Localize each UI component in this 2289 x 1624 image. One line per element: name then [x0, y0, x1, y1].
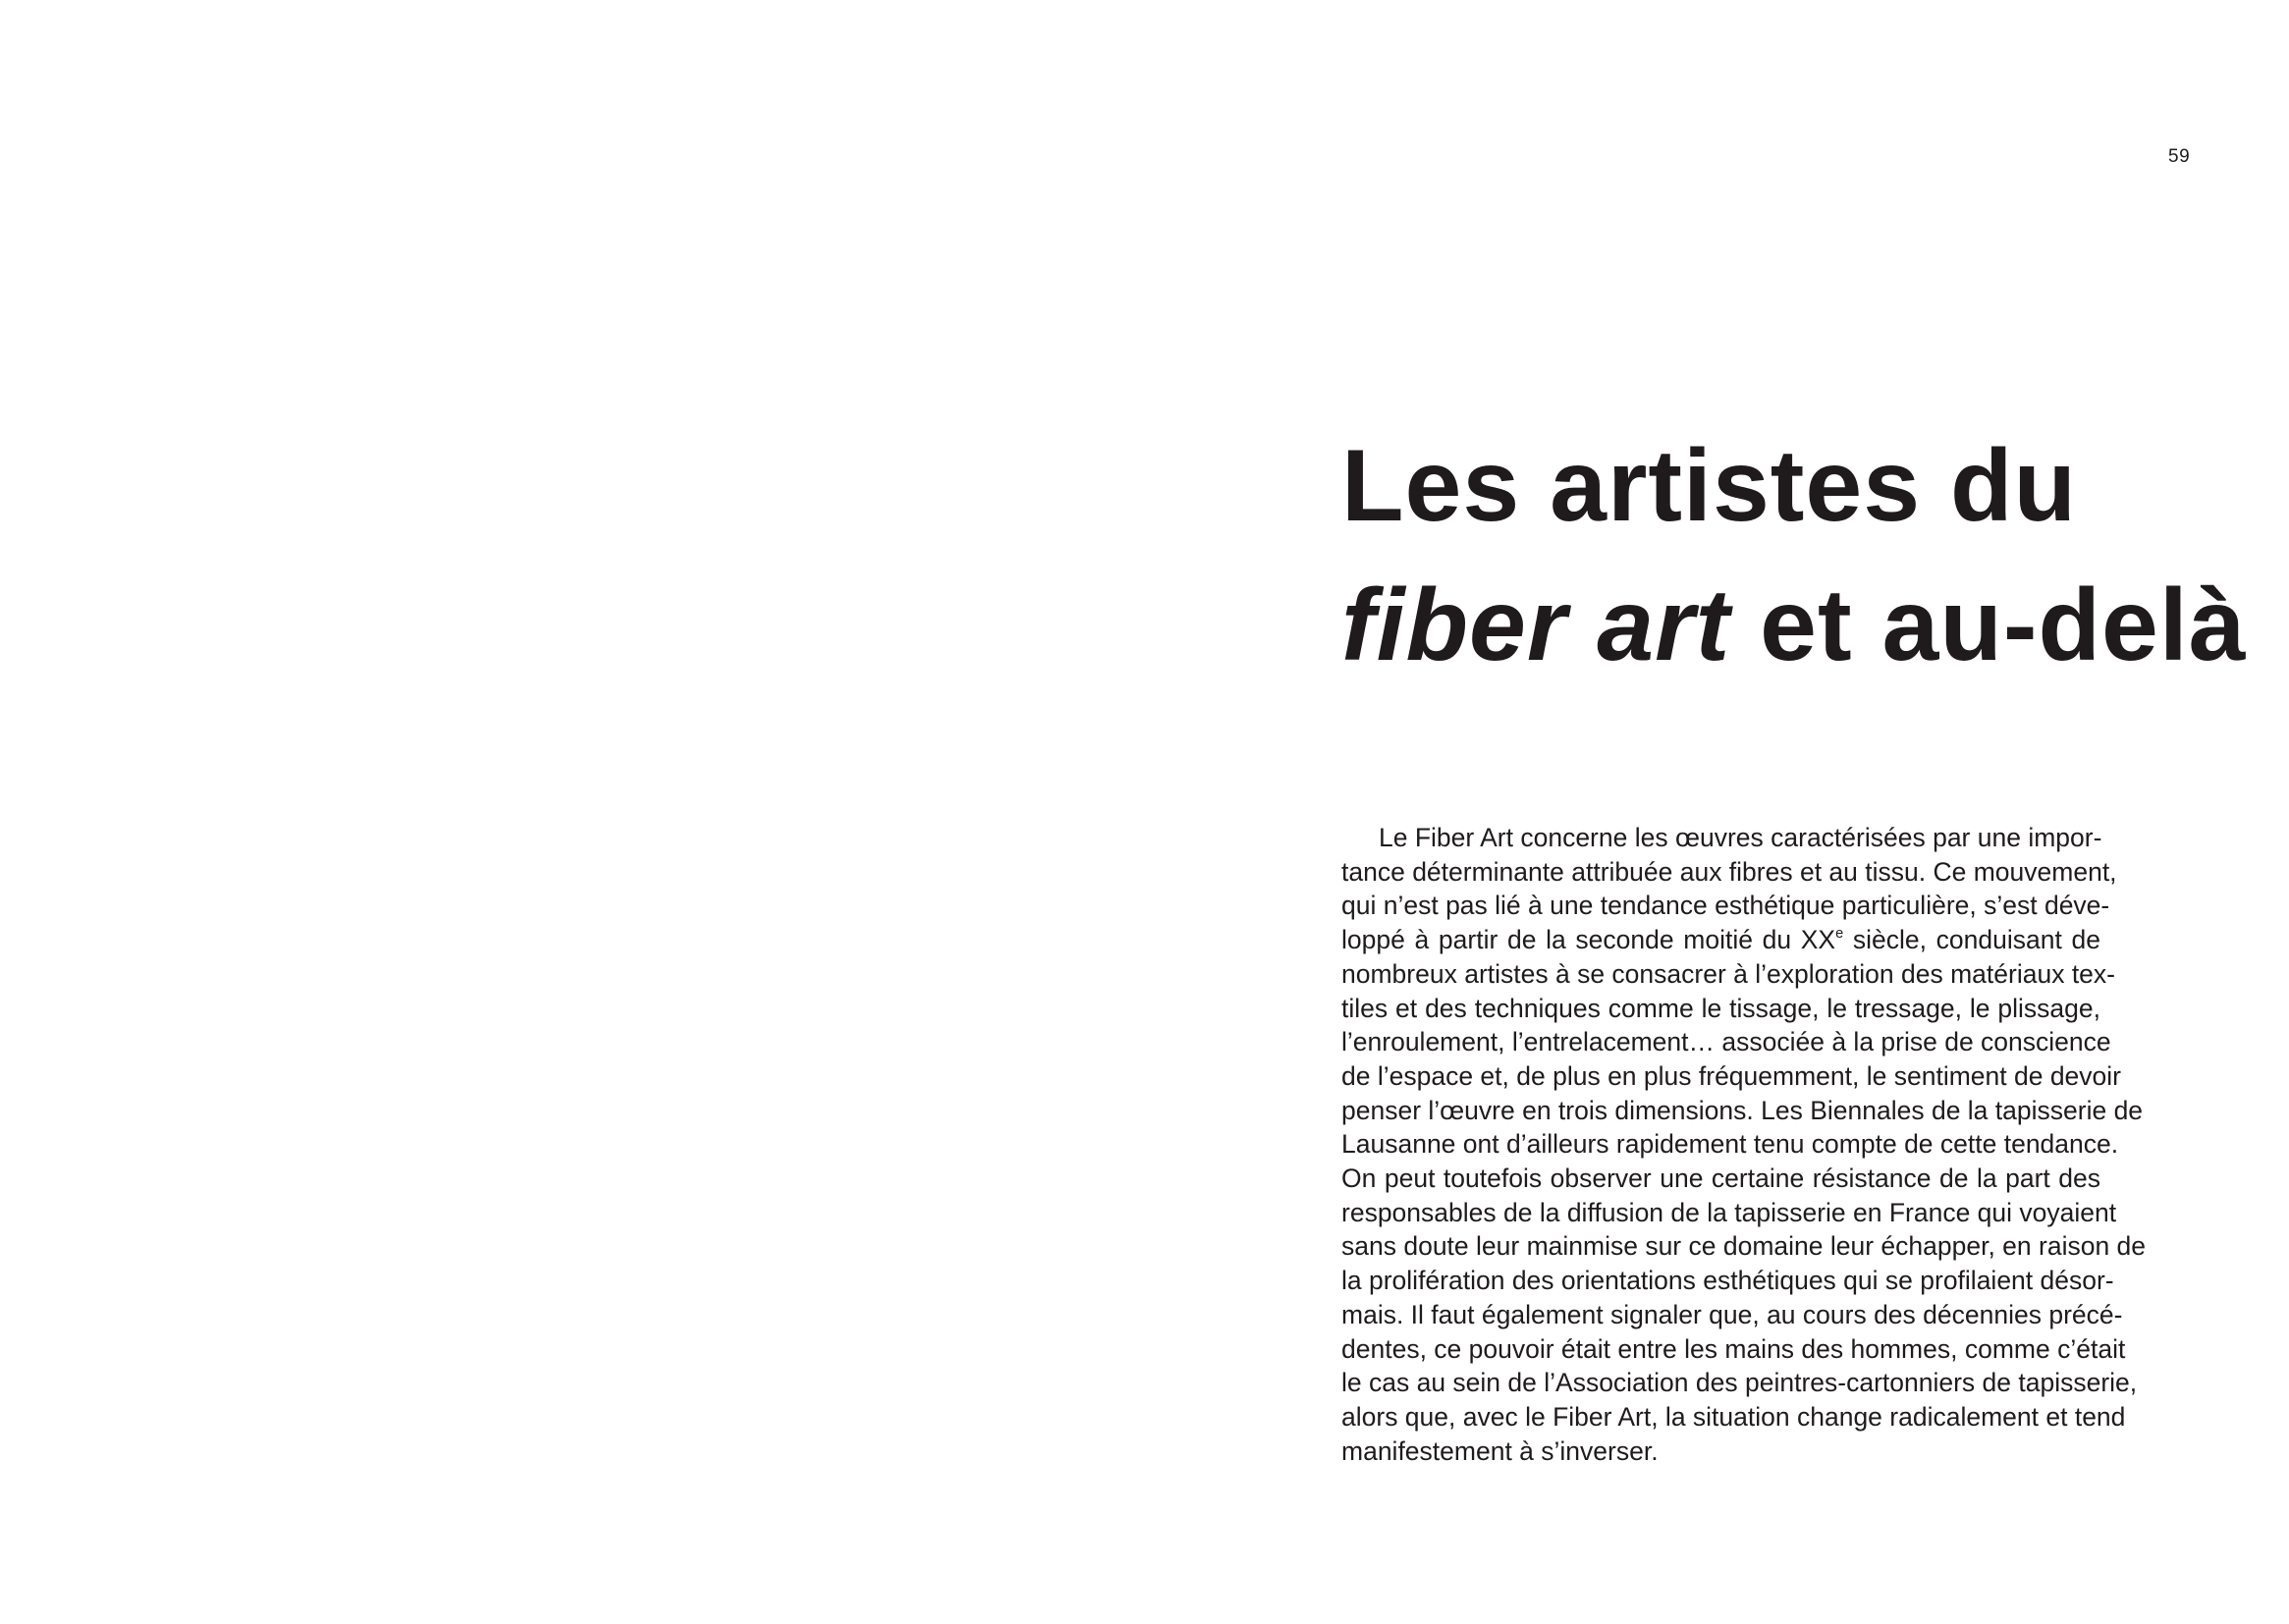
body-line: l’enroulement, l’entrelacement… associée à la prise de conscience: [1341, 1027, 2111, 1057]
body-line: manifestement à s’inverser.: [1341, 1435, 1659, 1466]
body-line-part: loppé à partir de la seconde moitié du XX: [1341, 925, 1836, 955]
body-line: nombreux artistes à se consacrer à l’exploration des matériaux tex-: [1341, 958, 2115, 989]
body-line: Lausanne ont d’ailleurs rapidement tenu compte de cette tendance.: [1341, 1129, 2119, 1160]
body-line: sans doute leur mainmise sur ce domaine leur échapper, en raison de: [1341, 1231, 2147, 1262]
body-line: de l’espace et, de plus en plus fréquemment, le sentiment de devoir: [1341, 1060, 2121, 1091]
body-line: tiles et des techniques comme le tissage, le tressage, le plissage,: [1341, 993, 2100, 1023]
page-number: 59: [2168, 146, 2191, 167]
body-paragraph: [1341, 821, 2147, 1468]
body-line: alors que, avec le Fiber Art, la situation change radicalement et tend: [1341, 1401, 2126, 1432]
chapter-title: [1341, 416, 2247, 695]
body-line: responsables de la diffusion de la tapisserie en France qui voyaient: [1341, 1197, 2117, 1227]
body-line: dentes, ce pouvoir était entre les mains des hommes, comme c’était: [1341, 1333, 2126, 1364]
chapter-title-italic: fiber art: [1341, 568, 1731, 682]
body-line: le cas au sein de l’Association des peintres-cartonniers de tapisserie,: [1341, 1368, 2138, 1398]
body-line: Le Fiber Art concerne les œuvres caractérisées par une impor-: [1379, 823, 2102, 852]
body-line-part: siècle, conduisant de: [1843, 925, 2100, 955]
body-line: On peut toutefois observer une certaine résistance de la part des: [1341, 1164, 2100, 1194]
body-line: qui n’est pas lié à une tendance esthétique particulière, s’est déve-: [1341, 891, 2110, 921]
body-line: penser l’œuvre en trois dimensions. Les Biennales de la tapisserie de: [1341, 1095, 2144, 1125]
body-line: tance déterminante attribuée aux fibres et au tissu. Ce mouvement,: [1341, 856, 2117, 887]
chapter-title-rest: et au-delà: [1730, 568, 2247, 682]
body-line: la prolifération des orientations esthétiques qui se profilaient désor-: [1341, 1266, 2114, 1296]
body-line: mais. Il faut également signaler que, au cours des décennies précé-: [1341, 1299, 2123, 1329]
chapter-title-line-2: [1341, 556, 2247, 695]
chapter-title-line-1: Les artistes du: [1341, 429, 2078, 543]
body-line: [1341, 923, 2100, 957]
century-superscript: e: [1835, 926, 1844, 943]
